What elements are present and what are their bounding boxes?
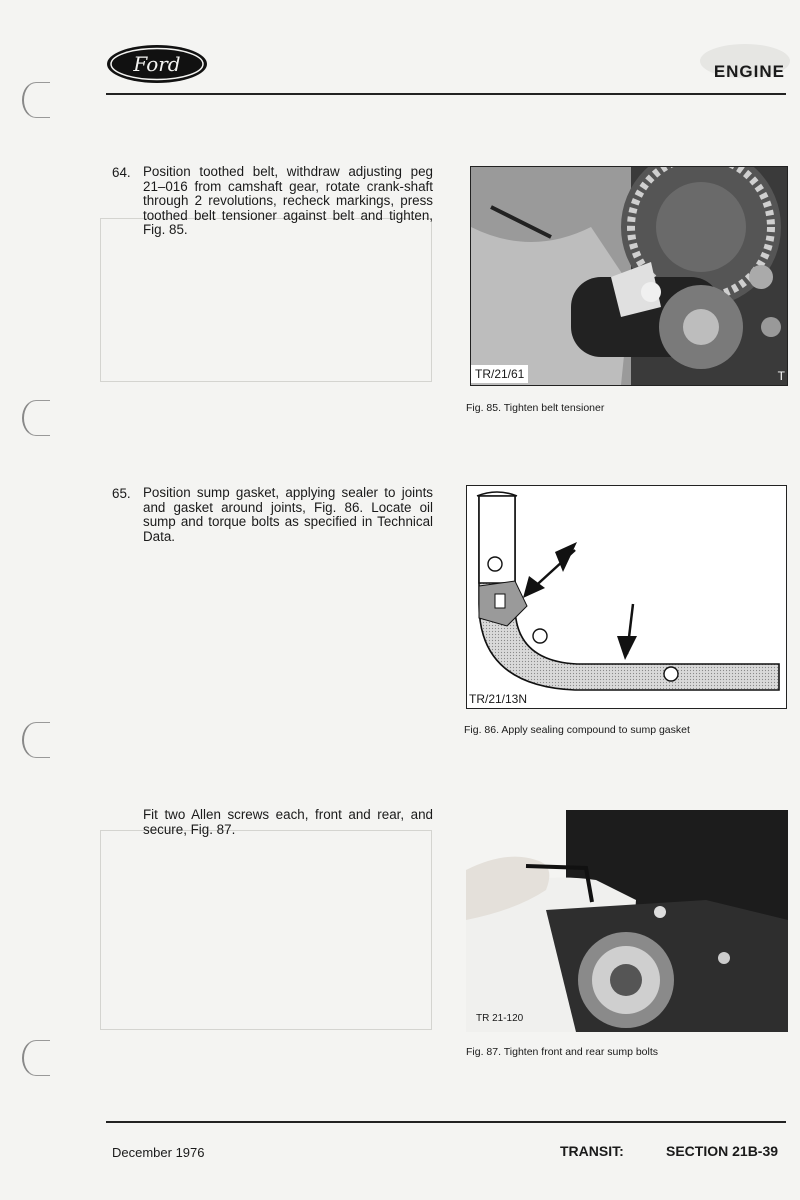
figure-label: TR/21/61 — [471, 365, 528, 383]
step-number: 65. — [112, 486, 131, 501]
binder-hole — [22, 82, 50, 118]
footer-rule — [106, 1121, 786, 1123]
figure-87-photo — [466, 810, 788, 1032]
footer-section-number: SECTION 21B-39 — [666, 1143, 779, 1159]
bleed-through-figure — [100, 830, 432, 1030]
figure-edge-mark: T — [777, 369, 785, 383]
header-rule — [106, 93, 786, 95]
binder-hole — [22, 400, 50, 436]
figure-caption: Fig. 87. Tighten front and rear sump bolts — [466, 1046, 659, 1058]
ford-logo — [106, 44, 208, 84]
bleed-through-figure — [100, 218, 432, 382]
section-title: ENGINE — [713, 62, 785, 81]
footer-model: TRANSIT: — [560, 1143, 624, 1159]
figure-caption: Fig. 86. Apply sealing compound to sump gasket — [464, 724, 690, 736]
svg-text:Ford: Ford — [133, 52, 181, 76]
binder-hole — [22, 1040, 50, 1076]
step-text: Position sump gasket, applying sealer to joints and gasket around joints, Fig. 86. Locate oil sump and torque bolts as specified in Technical Data. — [143, 485, 433, 544]
step-text: Fit two Allen screws each, front and rear, and secure, Fig. 87. — [143, 807, 433, 837]
footer-date: December 1976 — [112, 1145, 205, 1160]
figure-label: TR/21/13N — [469, 692, 528, 706]
figure-85-photo — [470, 166, 788, 386]
figure-caption: Fig. 85. Tighten belt tensioner — [466, 402, 605, 414]
figure-label: TR 21-120 — [476, 1013, 524, 1024]
binder-hole — [22, 722, 50, 758]
step-number: 64. — [112, 165, 131, 180]
step-text: Position toothed belt, withdraw adjusting peg 21–016 from camshaft gear, rotate crank-shaft through 2 revolutions, recheck markings, press toothed belt tensioner against belt and tighten, Fig. 85. — [143, 164, 433, 237]
figure-86-diagram — [466, 485, 787, 709]
